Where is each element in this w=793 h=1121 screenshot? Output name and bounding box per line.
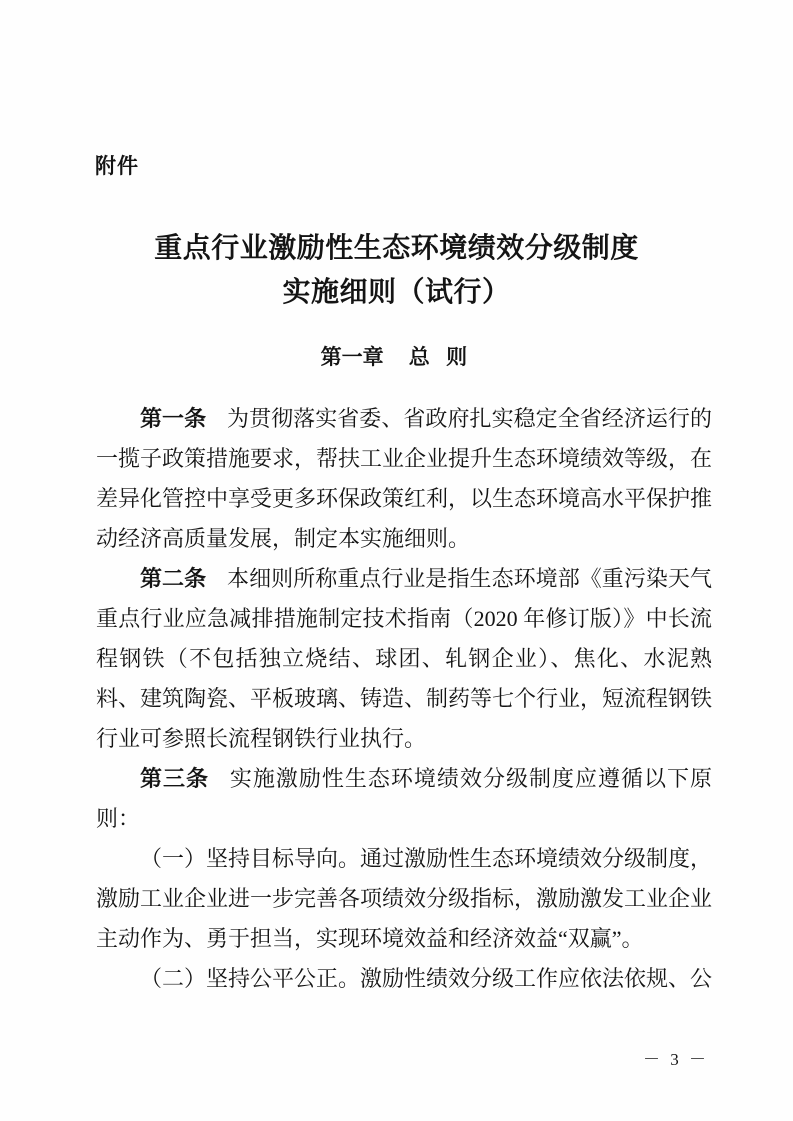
attachment-label: 附件 — [95, 155, 139, 178]
body-paragraph: 第一条 为贯彻落实省委、省政府扎实稳定全省经济运行的一揽子政策措施要求，帮扶工业企业提升生态环境绩效等级，在差异化管控中享受更多环保政策红利，以生态环境高水平保护推动经济高质量发展，制定本实施细则。 — [96, 406, 713, 551]
article-number: 第一条 — [140, 406, 207, 431]
chapter-title: 总 则 — [408, 346, 473, 369]
article-number: 第三条 — [140, 766, 210, 791]
document-title — [0, 227, 793, 315]
document-title-line2: 实施细则（试行） — [282, 277, 511, 308]
body-paragraph: 第三条 实施激励性生态环境绩效分级制度应遵循以下原则： — [96, 766, 712, 831]
chapter-number: 第一章 — [320, 346, 384, 369]
chapter-heading — [0, 345, 793, 371]
page-number: － 3 － — [643, 1050, 709, 1069]
article-number: 第二条 — [140, 566, 207, 591]
document-title-line1: 重点行业激励性生态环境绩效分级制度 — [154, 233, 639, 264]
document-body — [96, 399, 712, 999]
body-paragraph: （二）坚持公平公正。激励性绩效分级工作应依法依规、公 — [140, 966, 713, 991]
body-paragraph: 第二条 本细则所称重点行业是指生态环境部《重污染天气重点行业应急减排措施制定技术指南（2020 年修订版）》中长流程钢铁（不包括独立烧结、球团、轧钢企业）、焦化、水泥熟料、建筑陶瓷、平板玻璃、铸造、制药等七个行业，短流程钢铁行业可参照长流程钢铁行业执行。 — [96, 566, 713, 751]
body-paragraph: （一）坚持目标导向。通过激励性生态环境绩效分级制度，激励工业企业进一步完善各项绩效分级指标，激励激发工业企业主动作为、勇于担当，实现环境效益和经济效益“双赢”。 — [96, 846, 713, 951]
